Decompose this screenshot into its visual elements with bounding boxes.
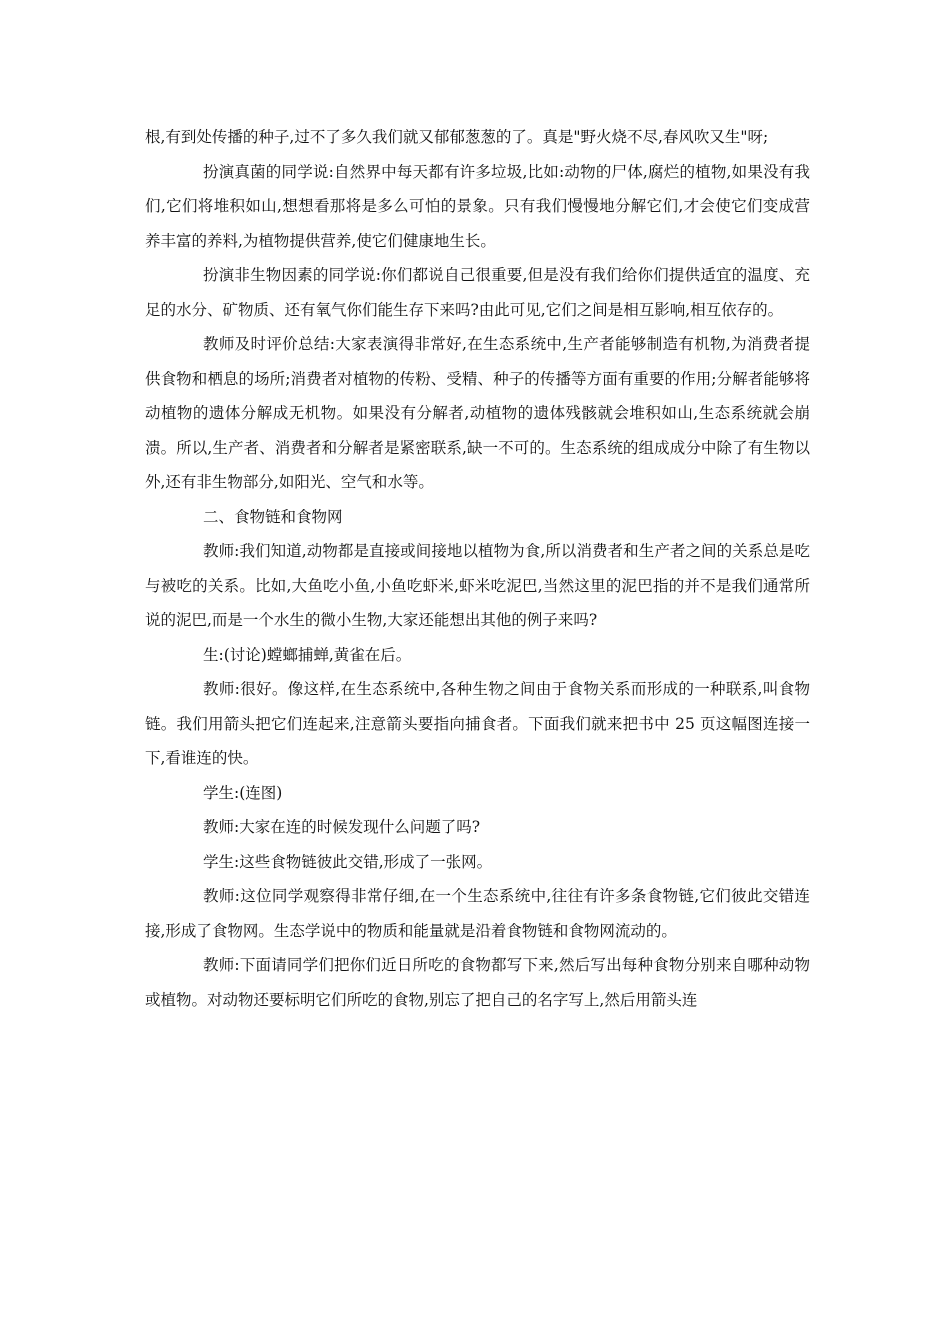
section-heading: 二、食物链和食物网 xyxy=(203,507,343,526)
paragraph: 扮演非生物因素的同学说:你们都说自己很重要,但是没有我们给你们提供适宜的温度、充足的水分、矿物质、还有氧气你们能生存下来吗?由此可见,它们之间是相互影响,相互依存的。 xyxy=(145,266,810,319)
document-body xyxy=(145,120,810,1017)
paragraph: 扮演真菌的同学说:自然界中每天都有许多垃圾,比如:动物的尸体,腐烂的植物,如果没有我们,它们将堆积如山,想想看那将是多么可怕的景象。只有我们慢慢地分解它们,才会使它们变成营养丰富的养料,为植物提供营养,使它们健康地生长。 xyxy=(145,162,810,250)
paragraph: 教师:大家在连的时候发现什么问题了吗? xyxy=(203,818,481,836)
paragraph: 教师:下面请同学们把你们近日所吃的食物都写下来,然后写出每种食物分别来自哪种动物或植物。对动物还要标明它们所吃的食物,别忘了把自己的名字写上,然后用箭头连 xyxy=(145,956,810,1009)
paragraph: 教师:很好。像这样,在生态系统中,各种生物之间由于食物关系而形成的一种联系,叫食物链。我们用箭头把它们连起来,注意箭头要指向捕食者。下面我们就来把书中 25 页这幅图连接一下,看谁连的快。 xyxy=(145,680,810,767)
paragraph: 根,有到处传播的种子,过不了多久我们就又郁郁葱葱的了。真是"野火烧不尽,春风吹又生"呀; xyxy=(145,128,769,146)
paragraph: 学生:(连图) xyxy=(203,783,283,802)
paragraph: 教师:我们知道,动物都是直接或间接地以植物为食,所以消费者和生产者之间的关系总是吃与被吃的关系。比如,大鱼吃小鱼,小鱼吃虾米,虾米吃泥巴,当然这里的泥巴指的并不是我们通常所说的泥巴,而是一个水生的微小生物,大家还能想出其他的例子来吗? xyxy=(145,542,810,629)
paragraph: 教师及时评价总结:大家表演得非常好,在生态系统中,生产者能够制造有机物,为消费者提供食物和栖息的场所;消费者对植物的传粉、受精、种子的传播等方面有重要的作用;分解者能够将动植物的遗体分解成无机物。如果没有分解者,动植物的遗体残骸就会堆积如山,生态系统就会崩溃。所以,生产者、消费者和分解者是紧密联系,缺一不可的。生态系统的组成成分中除了有生物以外,还有非生物部分,如阳光、空气和水等。 xyxy=(145,335,810,491)
paragraph: 学生:这些食物链彼此交错,形成了一张网。 xyxy=(203,852,493,871)
paragraph: 生:(讨论)螳螂捕蝉,黄雀在后。 xyxy=(203,645,412,664)
paragraph: 教师:这位同学观察得非常仔细,在一个生态系统中,往往有许多条食物链,它们彼此交错连接,形成了食物网。生态学说中的物质和能量就是沿着食物链和食物网流动的。 xyxy=(145,887,810,940)
